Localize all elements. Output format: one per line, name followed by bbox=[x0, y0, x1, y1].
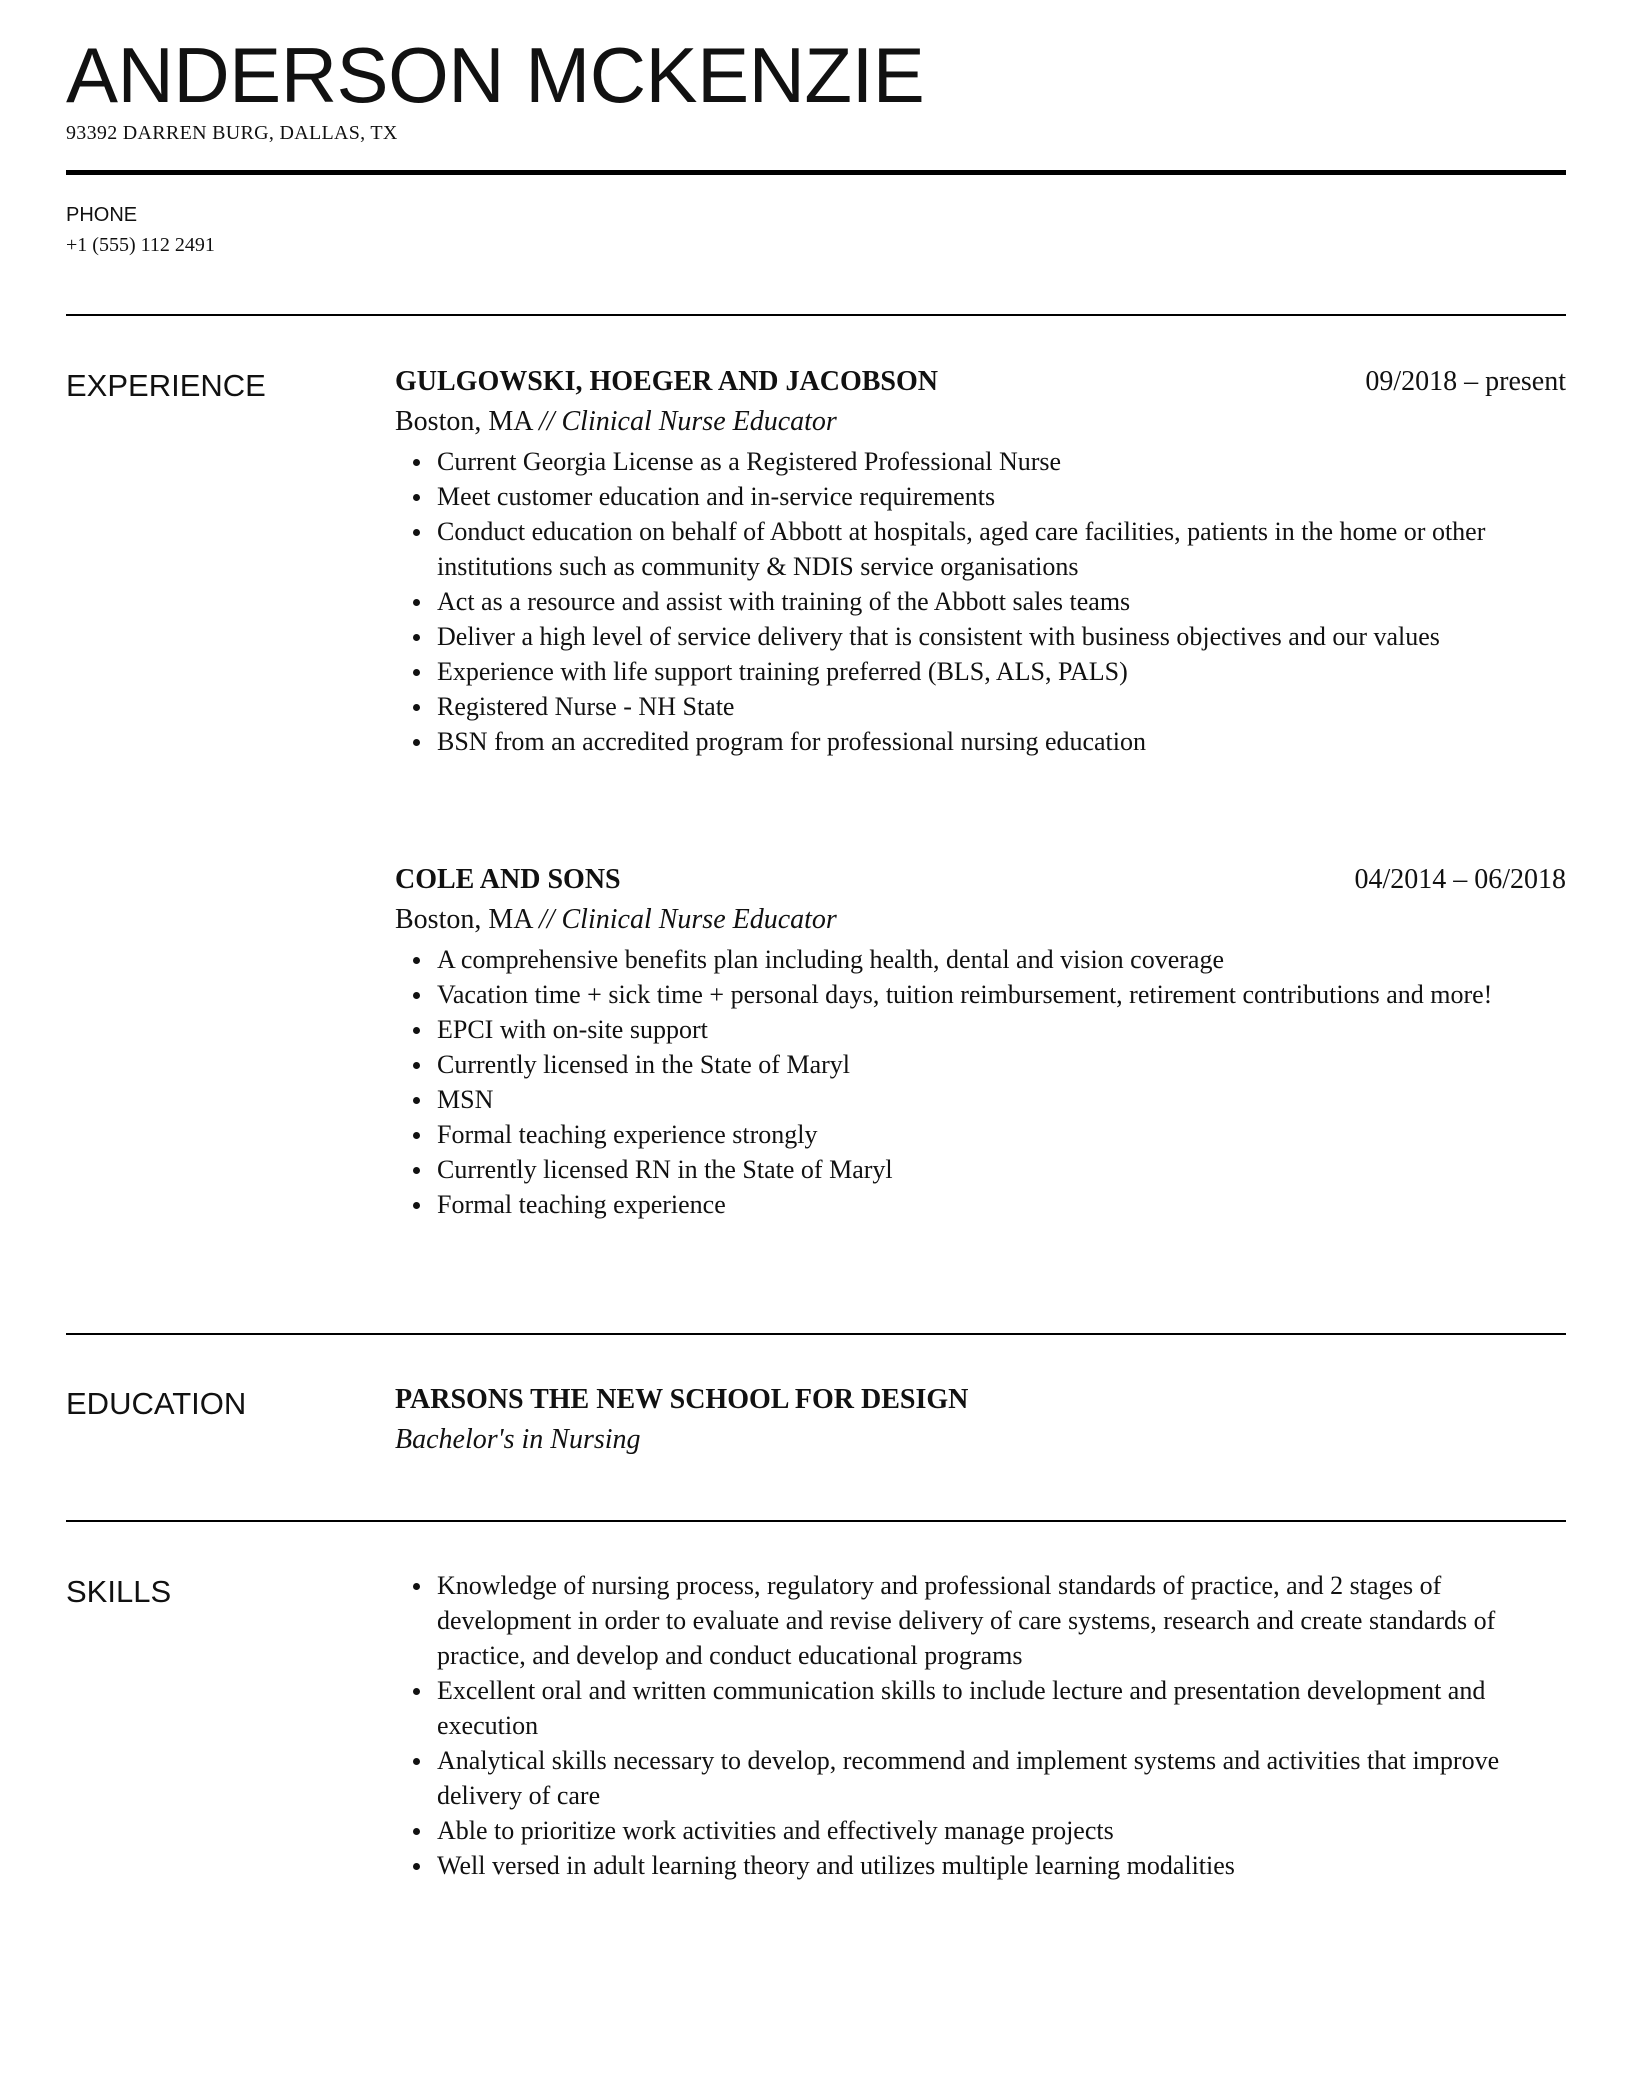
list-item: Knowledge of nursing process, regulatory and professional standards of practice, and 2 stages of development in order to evaluate and revise delivery of care systems, research and create standards of practice, and develop and conduct educational programs bbox=[395, 1568, 1566, 1673]
list-item: Currently licensed RN in the State of Maryl bbox=[395, 1152, 1566, 1187]
experience-divider bbox=[66, 1333, 1566, 1335]
school-name: PARSONS THE NEW SCHOOL FOR DESIGN bbox=[395, 1384, 969, 1415]
list-item: Deliver a high level of service delivery that is consistent with business objectives and our values bbox=[395, 619, 1566, 654]
list-item: Registered Nurse - NH State bbox=[395, 689, 1566, 724]
list-item: EPCI with on-site support bbox=[395, 1012, 1566, 1047]
list-item: Experience with life support training preferred (BLS, ALS, PALS) bbox=[395, 654, 1566, 689]
job-subline bbox=[395, 402, 1566, 442]
list-item: Excellent oral and written communication skills to include lecture and presentation development and execution bbox=[395, 1673, 1566, 1743]
education-divider bbox=[66, 1520, 1566, 1522]
list-item: Well versed in adult learning theory and utilizes multiple learning modalities bbox=[395, 1848, 1566, 1883]
phone-number: +1 (555) 112 2491 bbox=[66, 234, 215, 256]
job-entry bbox=[395, 362, 1566, 759]
list-item: Formal teaching experience bbox=[395, 1187, 1566, 1222]
job-bullet-list bbox=[395, 942, 1566, 1222]
job-separator: // bbox=[538, 904, 555, 935]
list-item: Act as a resource and assist with training of the Abbott sales teams bbox=[395, 584, 1566, 619]
list-item: Current Georgia License as a Registered Professional Nurse bbox=[395, 444, 1566, 479]
company-name: COLE AND SONS bbox=[395, 864, 621, 895]
job-location: Boston, MA bbox=[395, 904, 532, 935]
skills-heading: SKILLS bbox=[66, 1574, 172, 1609]
job-separator: // bbox=[538, 406, 555, 437]
contact-divider bbox=[66, 314, 1566, 316]
job-location: Boston, MA bbox=[395, 406, 532, 437]
candidate-name: ANDERSON MCKENZIE bbox=[66, 31, 925, 119]
experience-heading: EXPERIENCE bbox=[66, 368, 266, 403]
list-item: Vacation time + sick time + personal days, tuition reimbursement, retirement contributions and more! bbox=[395, 977, 1566, 1012]
job-subline bbox=[395, 900, 1566, 940]
degree: Bachelor's in Nursing bbox=[395, 1424, 641, 1455]
skills-list bbox=[395, 1568, 1566, 1883]
job-dates: 09/2018 – present bbox=[1365, 366, 1566, 397]
job-header bbox=[395, 362, 1566, 402]
address: 93392 DARREN BURG, DALLAS, TX bbox=[66, 122, 398, 144]
list-item: Analytical skills necessary to develop, recommend and implement systems and activities that improve delivery of care bbox=[395, 1743, 1566, 1813]
list-item: Able to prioritize work activities and effectively manage projects bbox=[395, 1813, 1566, 1848]
job-bullet-list bbox=[395, 444, 1566, 759]
list-item: A comprehensive benefits plan including health, dental and vision coverage bbox=[395, 942, 1566, 977]
header-divider bbox=[66, 170, 1566, 175]
education-heading: EDUCATION bbox=[66, 1386, 247, 1421]
job-entry bbox=[395, 860, 1566, 1222]
list-item: Conduct education on behalf of Abbott at hospitals, aged care facilities, patients in the home or other institutions such as community & NDIS service organisations bbox=[395, 514, 1566, 584]
job-dates: 04/2014 – 06/2018 bbox=[1354, 864, 1566, 895]
phone-label: PHONE bbox=[66, 204, 138, 226]
company-name: GULGOWSKI, HOEGER AND JACOBSON bbox=[395, 366, 938, 397]
education-entry bbox=[395, 1380, 1566, 1460]
list-item: Currently licensed in the State of Maryl bbox=[395, 1047, 1566, 1082]
list-item: Meet customer education and in-service requirements bbox=[395, 479, 1566, 514]
job-role: Clinical Nurse Educator bbox=[561, 406, 837, 437]
list-item: BSN from an accredited program for professional nursing education bbox=[395, 724, 1566, 759]
list-item: MSN bbox=[395, 1082, 1566, 1117]
job-role: Clinical Nurse Educator bbox=[561, 904, 837, 935]
job-header bbox=[395, 860, 1566, 900]
list-item: Formal teaching experience strongly bbox=[395, 1117, 1566, 1152]
skills-entry bbox=[395, 1568, 1566, 1883]
